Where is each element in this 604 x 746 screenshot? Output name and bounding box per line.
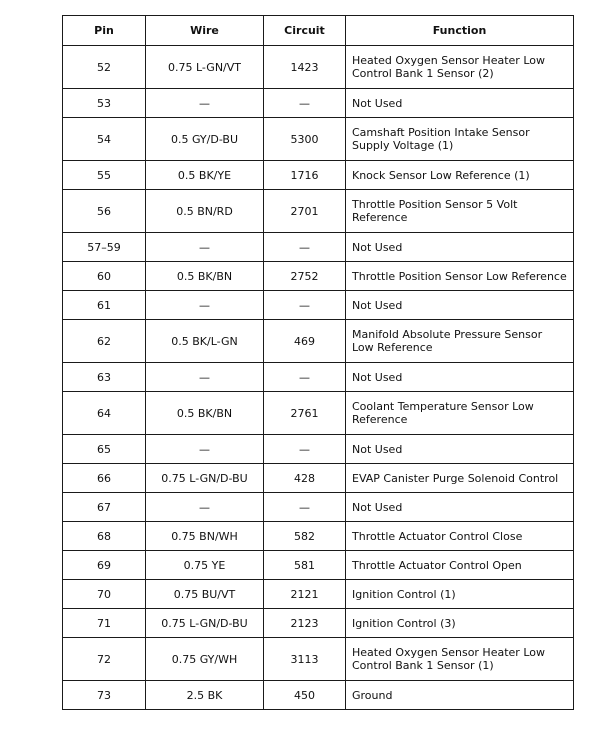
table-row (63, 580, 574, 609)
pin-cell: 54 (63, 118, 146, 161)
function-cell: Ground (346, 681, 574, 710)
circuit-cell: 2752 (264, 262, 346, 291)
circuit-cell: — (264, 89, 346, 118)
pin-cell: 52 (63, 46, 146, 89)
wire-cell: 0.75 BU/VT (146, 580, 264, 609)
pin-cell: 63 (63, 363, 146, 392)
table-row (63, 681, 574, 710)
pin-cell: 69 (63, 551, 146, 580)
circuit-cell: 2761 (264, 392, 346, 435)
pin-cell: 72 (63, 638, 146, 681)
pin-cell: 57–59 (63, 233, 146, 262)
function-cell: Throttle Position Sensor 5 Volt Reference (346, 190, 574, 233)
function-cell: Manifold Absolute Pressure Sensor Low Reference (346, 320, 574, 363)
pin-cell: 56 (63, 190, 146, 233)
table-row (63, 262, 574, 291)
pin-cell: 53 (63, 89, 146, 118)
wire-cell: 2.5 BK (146, 681, 264, 710)
wire-cell: — (146, 363, 264, 392)
wire-cell: 0.75 L-GN/VT (146, 46, 264, 89)
pin-cell: 71 (63, 609, 146, 638)
function-cell: Not Used (346, 291, 574, 320)
table-row (63, 392, 574, 435)
pin-cell: 68 (63, 522, 146, 551)
circuit-cell: — (264, 233, 346, 262)
table-row (63, 233, 574, 262)
circuit-cell: — (264, 363, 346, 392)
pinout-table (62, 15, 574, 710)
pin-cell: 66 (63, 464, 146, 493)
function-cell: Not Used (346, 493, 574, 522)
table-row (63, 89, 574, 118)
table-row (63, 638, 574, 681)
wire-cell: 0.5 BK/L-GN (146, 320, 264, 363)
table-row (63, 464, 574, 493)
circuit-cell: 1716 (264, 161, 346, 190)
circuit-cell: 582 (264, 522, 346, 551)
table-row (63, 522, 574, 551)
wire-cell: 0.75 GY/WH (146, 638, 264, 681)
function-cell: Ignition Control (1) (346, 580, 574, 609)
wire-cell: — (146, 89, 264, 118)
pin-cell: 70 (63, 580, 146, 609)
function-cell: Throttle Actuator Control Close (346, 522, 574, 551)
function-cell: Not Used (346, 363, 574, 392)
circuit-cell: 3113 (264, 638, 346, 681)
pin-cell: 64 (63, 392, 146, 435)
pin-cell: 55 (63, 161, 146, 190)
wire-cell: 0.75 YE (146, 551, 264, 580)
wire-cell: — (146, 291, 264, 320)
table-row (63, 363, 574, 392)
table-row (63, 190, 574, 233)
circuit-cell: 2123 (264, 609, 346, 638)
function-cell: EVAP Canister Purge Solenoid Control (346, 464, 574, 493)
wire-cell: — (146, 493, 264, 522)
circuit-cell: 5300 (264, 118, 346, 161)
circuit-cell: 581 (264, 551, 346, 580)
header-pin: Pin (63, 16, 146, 46)
circuit-cell: 2121 (264, 580, 346, 609)
header-function: Function (346, 16, 574, 46)
wire-cell: — (146, 233, 264, 262)
pin-cell: 61 (63, 291, 146, 320)
wire-cell: — (146, 435, 264, 464)
wire-cell: 0.75 BN/WH (146, 522, 264, 551)
table-row (63, 118, 574, 161)
circuit-cell: 450 (264, 681, 346, 710)
wire-cell: 0.75 L-GN/D-BU (146, 464, 264, 493)
circuit-cell: 2701 (264, 190, 346, 233)
function-cell: Not Used (346, 89, 574, 118)
wire-cell: 0.5 BN/RD (146, 190, 264, 233)
circuit-cell: — (264, 291, 346, 320)
function-cell: Not Used (346, 435, 574, 464)
wire-cell: 0.5 BK/YE (146, 161, 264, 190)
table-row (63, 291, 574, 320)
function-cell: Ignition Control (3) (346, 609, 574, 638)
pin-cell: 67 (63, 493, 146, 522)
table-header-row (63, 16, 574, 46)
function-cell: Heated Oxygen Sensor Heater Low Control Bank 1 Sensor (2) (346, 46, 574, 89)
table-row (63, 551, 574, 580)
circuit-cell: 469 (264, 320, 346, 363)
table-row (63, 320, 574, 363)
pin-cell: 62 (63, 320, 146, 363)
pin-cell: 65 (63, 435, 146, 464)
function-cell: Throttle Position Sensor Low Reference (346, 262, 574, 291)
pin-cell: 73 (63, 681, 146, 710)
circuit-cell: 1423 (264, 46, 346, 89)
wire-cell: 0.5 BK/BN (146, 262, 264, 291)
wire-cell: 0.5 BK/BN (146, 392, 264, 435)
table-row (63, 609, 574, 638)
table-row (63, 161, 574, 190)
circuit-cell: 428 (264, 464, 346, 493)
header-circuit: Circuit (264, 16, 346, 46)
function-cell: Knock Sensor Low Reference (1) (346, 161, 574, 190)
circuit-cell: — (264, 493, 346, 522)
function-cell: Throttle Actuator Control Open (346, 551, 574, 580)
function-cell: Heated Oxygen Sensor Heater Low Control Bank 1 Sensor (1) (346, 638, 574, 681)
function-cell: Coolant Temperature Sensor Low Reference (346, 392, 574, 435)
wire-cell: 0.5 GY/D-BU (146, 118, 264, 161)
circuit-cell: — (264, 435, 346, 464)
table-row (63, 493, 574, 522)
table-row (63, 46, 574, 89)
header-wire: Wire (146, 16, 264, 46)
pin-cell: 60 (63, 262, 146, 291)
function-cell: Not Used (346, 233, 574, 262)
table-row (63, 435, 574, 464)
wire-cell: 0.75 L-GN/D-BU (146, 609, 264, 638)
function-cell: Camshaft Position Intake Sensor Supply Voltage (1) (346, 118, 574, 161)
